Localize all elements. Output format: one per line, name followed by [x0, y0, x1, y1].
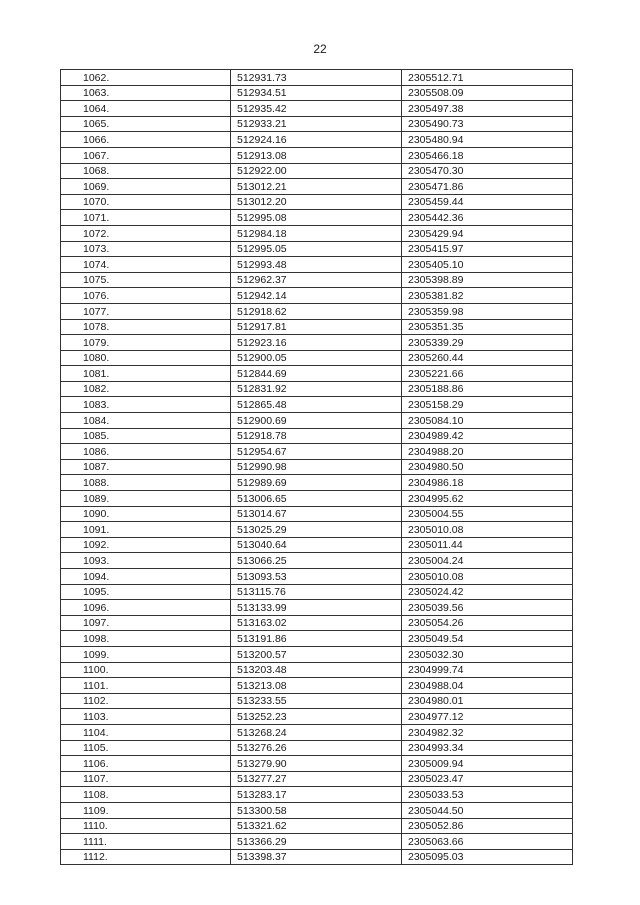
x-coordinate-cell: 513006.65 — [231, 491, 402, 507]
point-number-cell: 1110. — [61, 818, 231, 834]
table-row — [61, 756, 573, 772]
point-number-cell: 1094. — [61, 569, 231, 585]
x-coordinate-cell: 512865.48 — [231, 397, 402, 413]
y-coordinate-cell: 2305032.30 — [402, 646, 573, 662]
y-coordinate-cell: 2304980.50 — [402, 459, 573, 475]
y-coordinate-cell: 2305260.44 — [402, 350, 573, 366]
point-number-cell: 1066. — [61, 132, 231, 148]
point-number-cell: 1069. — [61, 179, 231, 195]
x-coordinate-cell: 512922.00 — [231, 163, 402, 179]
x-coordinate-cell: 513014.67 — [231, 506, 402, 522]
table-row — [61, 163, 573, 179]
table-row — [61, 506, 573, 522]
x-coordinate-cell: 513066.25 — [231, 553, 402, 569]
y-coordinate-cell: 2305004.55 — [402, 506, 573, 522]
x-coordinate-cell: 513191.86 — [231, 631, 402, 647]
y-coordinate-cell: 2304995.62 — [402, 491, 573, 507]
table-row — [61, 428, 573, 444]
y-coordinate-cell: 2305359.98 — [402, 303, 573, 319]
x-coordinate-cell: 512934.51 — [231, 85, 402, 101]
table-row — [61, 366, 573, 382]
table-row — [61, 303, 573, 319]
table-row — [61, 459, 573, 475]
table-row — [61, 724, 573, 740]
y-coordinate-cell: 2305010.08 — [402, 569, 573, 585]
x-coordinate-cell: 513279.90 — [231, 756, 402, 772]
point-number-cell: 1108. — [61, 787, 231, 803]
y-coordinate-cell: 2305023.47 — [402, 771, 573, 787]
y-coordinate-cell: 2304977.12 — [402, 709, 573, 725]
x-coordinate-cell: 513093.53 — [231, 569, 402, 585]
point-number-cell: 1103. — [61, 709, 231, 725]
point-number-cell: 1068. — [61, 163, 231, 179]
x-coordinate-cell: 512989.69 — [231, 475, 402, 491]
table-row — [61, 319, 573, 335]
point-number-cell: 1067. — [61, 147, 231, 163]
table-row — [61, 475, 573, 491]
point-number-cell: 1095. — [61, 584, 231, 600]
point-number-cell: 1109. — [61, 802, 231, 818]
x-coordinate-cell: 513163.02 — [231, 615, 402, 631]
y-coordinate-cell: 2305405.10 — [402, 257, 573, 273]
x-coordinate-cell: 512993.48 — [231, 257, 402, 273]
x-coordinate-cell: 512990.98 — [231, 459, 402, 475]
y-coordinate-cell: 2305188.86 — [402, 381, 573, 397]
point-number-cell: 1081. — [61, 366, 231, 382]
y-coordinate-cell: 2305497.38 — [402, 101, 573, 117]
point-number-cell: 1098. — [61, 631, 231, 647]
x-coordinate-cell: 513012.21 — [231, 179, 402, 195]
table-row — [61, 646, 573, 662]
table-row — [61, 210, 573, 226]
point-number-cell: 1107. — [61, 771, 231, 787]
point-number-cell: 1072. — [61, 225, 231, 241]
y-coordinate-cell: 2305398.89 — [402, 272, 573, 288]
point-number-cell: 1104. — [61, 724, 231, 740]
x-coordinate-cell: 512918.62 — [231, 303, 402, 319]
point-number-cell: 1075. — [61, 272, 231, 288]
table-row — [61, 834, 573, 850]
x-coordinate-cell: 513366.29 — [231, 834, 402, 850]
table-row — [61, 631, 573, 647]
point-number-cell: 1063. — [61, 85, 231, 101]
y-coordinate-cell: 2305158.29 — [402, 397, 573, 413]
table-row — [61, 70, 573, 86]
x-coordinate-cell: 513203.48 — [231, 662, 402, 678]
x-coordinate-cell: 512962.37 — [231, 272, 402, 288]
point-number-cell: 1077. — [61, 303, 231, 319]
y-coordinate-cell: 2305011.44 — [402, 537, 573, 553]
table-row — [61, 194, 573, 210]
table-row — [61, 849, 573, 865]
point-number-cell: 1101. — [61, 678, 231, 694]
table-row — [61, 397, 573, 413]
table-row — [61, 537, 573, 553]
table-row — [61, 802, 573, 818]
table-row — [61, 257, 573, 273]
x-coordinate-cell: 513276.26 — [231, 740, 402, 756]
y-coordinate-cell: 2305508.09 — [402, 85, 573, 101]
x-coordinate-cell: 513133.99 — [231, 600, 402, 616]
table-row — [61, 569, 573, 585]
x-coordinate-cell: 513213.08 — [231, 678, 402, 694]
table-row — [61, 662, 573, 678]
y-coordinate-cell: 2305010.08 — [402, 522, 573, 538]
y-coordinate-cell: 2305024.42 — [402, 584, 573, 600]
x-coordinate-cell: 512984.18 — [231, 225, 402, 241]
table-row — [61, 132, 573, 148]
y-coordinate-cell: 2305351.35 — [402, 319, 573, 335]
y-coordinate-cell: 2304993.34 — [402, 740, 573, 756]
x-coordinate-cell: 513277.27 — [231, 771, 402, 787]
x-coordinate-cell: 513115.76 — [231, 584, 402, 600]
x-coordinate-cell: 513040.64 — [231, 537, 402, 553]
x-coordinate-cell: 513025.29 — [231, 522, 402, 538]
point-number-cell: 1099. — [61, 646, 231, 662]
point-number-cell: 1091. — [61, 522, 231, 538]
x-coordinate-cell: 512900.69 — [231, 413, 402, 429]
x-coordinate-cell: 513200.57 — [231, 646, 402, 662]
y-coordinate-cell: 2305052.86 — [402, 818, 573, 834]
y-coordinate-cell: 2305095.03 — [402, 849, 573, 865]
table-row — [61, 491, 573, 507]
x-coordinate-cell: 512942.14 — [231, 288, 402, 304]
y-coordinate-cell: 2304986.18 — [402, 475, 573, 491]
x-coordinate-cell: 512933.21 — [231, 116, 402, 132]
x-coordinate-cell: 513012.20 — [231, 194, 402, 210]
point-number-cell: 1074. — [61, 257, 231, 273]
table-row — [61, 709, 573, 725]
table-row — [61, 693, 573, 709]
table-row — [61, 179, 573, 195]
x-coordinate-cell: 513300.58 — [231, 802, 402, 818]
point-number-cell: 1073. — [61, 241, 231, 257]
table-row — [61, 381, 573, 397]
point-number-cell: 1105. — [61, 740, 231, 756]
table-row — [61, 272, 573, 288]
y-coordinate-cell: 2305512.71 — [402, 70, 573, 86]
y-coordinate-cell: 2304982.32 — [402, 724, 573, 740]
point-number-cell: 1084. — [61, 413, 231, 429]
x-coordinate-cell: 513233.55 — [231, 693, 402, 709]
point-number-cell: 1093. — [61, 553, 231, 569]
table-row — [61, 787, 573, 803]
x-coordinate-cell: 512923.16 — [231, 335, 402, 351]
y-coordinate-cell: 2305480.94 — [402, 132, 573, 148]
table-row — [61, 678, 573, 694]
point-number-cell: 1087. — [61, 459, 231, 475]
x-coordinate-cell: 513398.37 — [231, 849, 402, 865]
table-row — [61, 740, 573, 756]
y-coordinate-cell: 2305049.54 — [402, 631, 573, 647]
point-number-cell: 1082. — [61, 381, 231, 397]
y-coordinate-cell: 2305490.73 — [402, 116, 573, 132]
point-number-cell: 1064. — [61, 101, 231, 117]
point-number-cell: 1085. — [61, 428, 231, 444]
point-number-cell: 1083. — [61, 397, 231, 413]
x-coordinate-cell: 513268.24 — [231, 724, 402, 740]
y-coordinate-cell: 2304980.01 — [402, 693, 573, 709]
x-coordinate-cell: 512935.42 — [231, 101, 402, 117]
x-coordinate-cell: 512931.73 — [231, 70, 402, 86]
table-row — [61, 444, 573, 460]
y-coordinate-cell: 2305415.97 — [402, 241, 573, 257]
y-coordinate-cell: 2305084.10 — [402, 413, 573, 429]
x-coordinate-cell: 512917.81 — [231, 319, 402, 335]
y-coordinate-cell: 2305033.53 — [402, 787, 573, 803]
y-coordinate-cell: 2305442.36 — [402, 210, 573, 226]
table-row — [61, 771, 573, 787]
table-row — [61, 101, 573, 117]
table-row — [61, 584, 573, 600]
x-coordinate-cell: 512954.67 — [231, 444, 402, 460]
x-coordinate-cell: 512918.78 — [231, 428, 402, 444]
y-coordinate-cell: 2304988.04 — [402, 678, 573, 694]
table-row — [61, 288, 573, 304]
table-row — [61, 241, 573, 257]
coordinates-table-body — [61, 70, 573, 865]
y-coordinate-cell: 2305470.30 — [402, 163, 573, 179]
table-row — [61, 522, 573, 538]
table-row — [61, 615, 573, 631]
y-coordinate-cell: 2304989.42 — [402, 428, 573, 444]
point-number-cell: 1080. — [61, 350, 231, 366]
y-coordinate-cell: 2305054.26 — [402, 615, 573, 631]
point-number-cell: 1088. — [61, 475, 231, 491]
y-coordinate-cell: 2305004.24 — [402, 553, 573, 569]
y-coordinate-cell: 2305339.29 — [402, 335, 573, 351]
y-coordinate-cell: 2304999.74 — [402, 662, 573, 678]
y-coordinate-cell: 2305459.44 — [402, 194, 573, 210]
y-coordinate-cell: 2304988.20 — [402, 444, 573, 460]
y-coordinate-cell: 2305221.66 — [402, 366, 573, 382]
point-number-cell: 1106. — [61, 756, 231, 772]
point-number-cell: 1097. — [61, 615, 231, 631]
x-coordinate-cell: 512844.69 — [231, 366, 402, 382]
x-coordinate-cell: 513252.23 — [231, 709, 402, 725]
y-coordinate-cell: 2305471.86 — [402, 179, 573, 195]
y-coordinate-cell: 2305466.18 — [402, 147, 573, 163]
point-number-cell: 1062. — [61, 70, 231, 86]
y-coordinate-cell: 2305039.56 — [402, 600, 573, 616]
point-number-cell: 1112. — [61, 849, 231, 865]
x-coordinate-cell: 512900.05 — [231, 350, 402, 366]
point-number-cell: 1079. — [61, 335, 231, 351]
x-coordinate-cell: 513283.17 — [231, 787, 402, 803]
y-coordinate-cell: 2305009.94 — [402, 756, 573, 772]
y-coordinate-cell: 2305381.82 — [402, 288, 573, 304]
table-row — [61, 335, 573, 351]
table-row — [61, 116, 573, 132]
point-number-cell: 1102. — [61, 693, 231, 709]
y-coordinate-cell: 2305044.50 — [402, 802, 573, 818]
table-row — [61, 600, 573, 616]
point-number-cell: 1086. — [61, 444, 231, 460]
table-row — [61, 818, 573, 834]
x-coordinate-cell: 512913.08 — [231, 147, 402, 163]
point-number-cell: 1092. — [61, 537, 231, 553]
point-number-cell: 1100. — [61, 662, 231, 678]
point-number-cell: 1089. — [61, 491, 231, 507]
point-number-cell: 1070. — [61, 194, 231, 210]
y-coordinate-cell: 2305063.66 — [402, 834, 573, 850]
x-coordinate-cell: 512924.16 — [231, 132, 402, 148]
coordinates-table — [60, 69, 573, 865]
point-number-cell: 1078. — [61, 319, 231, 335]
table-row — [61, 85, 573, 101]
table-row — [61, 225, 573, 241]
table-row — [61, 147, 573, 163]
x-coordinate-cell: 512831.92 — [231, 381, 402, 397]
point-number-cell: 1065. — [61, 116, 231, 132]
y-coordinate-cell: 2305429.94 — [402, 225, 573, 241]
point-number-cell: 1090. — [61, 506, 231, 522]
table-row — [61, 413, 573, 429]
x-coordinate-cell: 513321.62 — [231, 818, 402, 834]
point-number-cell: 1096. — [61, 600, 231, 616]
point-number-cell: 1111. — [61, 834, 231, 850]
table-row — [61, 350, 573, 366]
point-number-cell: 1076. — [61, 288, 231, 304]
table-row — [61, 553, 573, 569]
point-number-cell: 1071. — [61, 210, 231, 226]
x-coordinate-cell: 512995.05 — [231, 241, 402, 257]
x-coordinate-cell: 512995.08 — [231, 210, 402, 226]
page-number: 22 — [313, 42, 327, 56]
